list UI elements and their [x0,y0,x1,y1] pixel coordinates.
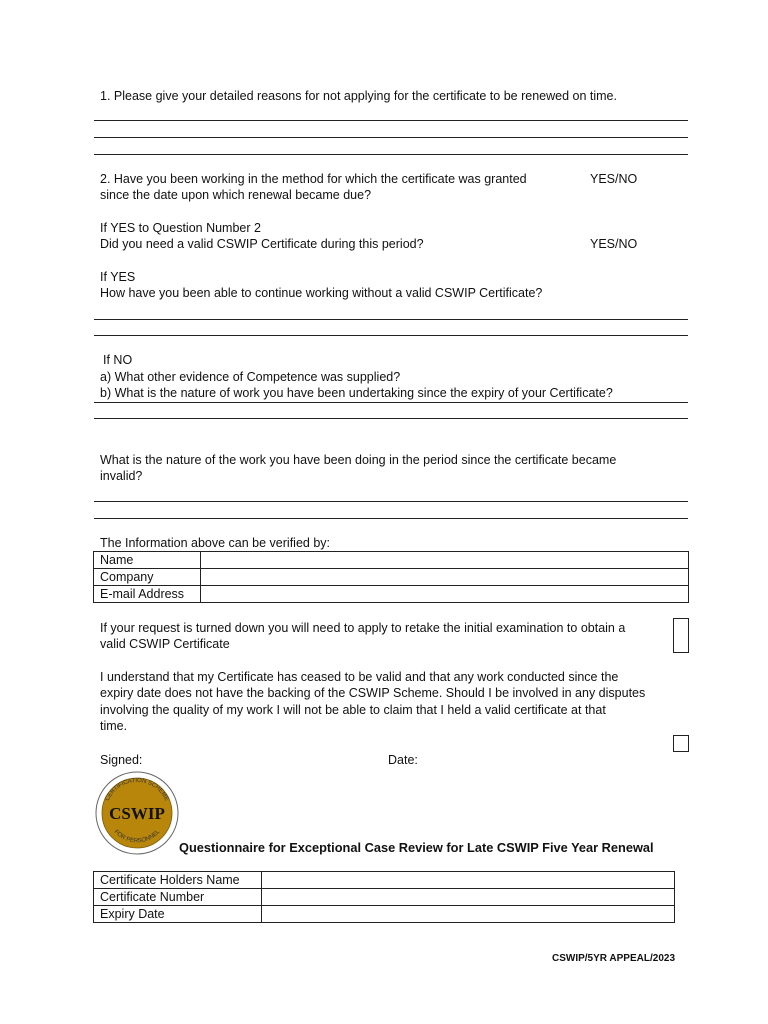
nature-question-line2: invalid? [100,469,143,483]
if-yes-header: If YES [100,270,136,284]
answer-line[interactable] [94,501,688,502]
date-label: Date: [388,753,418,767]
verify-company-field[interactable] [201,569,689,586]
cswip-logo [94,770,180,856]
if-yes-question: How have you been able to continue working without a valid CSWIP Certificate? [100,286,543,300]
verify-name-field[interactable] [201,552,689,569]
q2-yes-yes-no[interactable]: YES/NO [590,237,638,251]
logo-ring-bottom-text: FOR PERSONNEL [112,829,162,845]
table-row [94,569,689,586]
verify-email-label: E-mail Address [94,586,201,603]
signed-label: Signed: [100,753,143,767]
understand-line4: time. [100,719,128,733]
holder-number-label: Certificate Number [94,889,262,906]
verify-company-label: Company [94,569,201,586]
understand-line2: expiry date does not have the backing of the CSWIP Scheme. Should I be involved in any disputes [100,686,646,700]
footer-code: CSWIP/5YR APPEAL/2023 [552,953,676,964]
if-no-header: If NO [103,353,133,367]
holder-number-field[interactable] [262,889,675,906]
logo-text: CSWIP [109,804,165,823]
table-row [94,586,689,603]
turned-down-checkbox[interactable] [673,618,689,653]
answer-line[interactable] [94,402,688,403]
holder-expiry-field[interactable] [262,906,675,923]
table-row [94,552,689,569]
q2-yes-question: Did you need a valid CSWIP Certificate during this period? [100,237,424,251]
question-1: 1. Please give your detailed reasons for not applying for the certificate to be renewed on time. [100,89,617,103]
understand-line1: I understand that my Certificate has ceased to be valid and that any work conducted since the [100,670,619,684]
q2-yes-header: If YES to Question Number 2 [100,221,261,235]
holder-name-label: Certificate Holders Name [94,872,262,889]
if-no-b: b) What is the nature of work you have been undertaking since the expiry of your Certificate? [100,386,613,400]
answer-line[interactable] [94,319,688,320]
table-row [94,906,675,923]
if-no-a: a) What other evidence of Competence was supplied? [100,370,401,384]
verify-name-label: Name [94,552,201,569]
verify-label: The Information above can be verified by: [100,536,330,550]
turned-down-line2: valid CSWIP Certificate [100,637,230,651]
table-row [94,872,675,889]
answer-line[interactable] [94,335,688,336]
nature-question-line1: What is the nature of the work you have been doing in the period since the certificate became [100,453,617,467]
question-2-line1: 2. Have you been working in the method for which the certificate was granted [100,172,527,186]
answer-line[interactable] [94,154,688,155]
question-2-yes-no[interactable]: YES/NO [590,172,638,186]
holder-expiry-label: Expiry Date [94,906,262,923]
answer-line[interactable] [94,518,688,519]
holder-table [93,871,675,923]
table-row [94,889,675,906]
answer-line[interactable] [94,418,688,419]
understand-checkbox[interactable] [673,735,689,752]
form-title: Questionnaire for Exceptional Case Review for Late CSWIP Five Year Renewal [179,840,654,855]
verify-table [93,551,689,603]
answer-line[interactable] [94,137,688,138]
holder-name-field[interactable] [262,872,675,889]
turned-down-line1: If your request is turned down you will need to apply to retake the initial examination to obtain a [100,621,626,635]
answer-line[interactable] [94,120,688,121]
question-2-line2: since the date upon which renewal became due? [100,188,372,202]
logo-ring-top-text: CERTIFICATION SCHEME [104,777,170,803]
verify-email-field[interactable] [201,586,689,603]
understand-line3: involving the quality of my work I will not be able to claim that I held a valid certificate at that [100,703,606,717]
